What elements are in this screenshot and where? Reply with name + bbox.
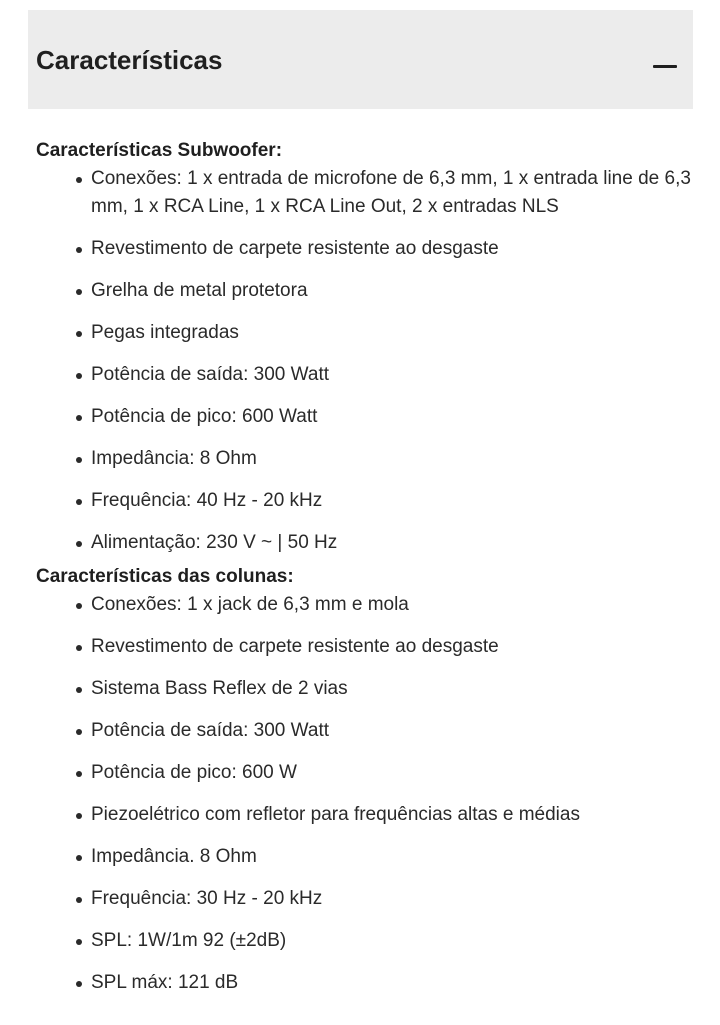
bullet-icon <box>76 373 82 379</box>
bullet-icon <box>76 541 82 547</box>
list-item: Grelha de metal protetora <box>36 277 696 305</box>
accordion-content <box>36 137 696 997</box>
bullet-icon <box>76 813 82 819</box>
accordion-header[interactable] <box>28 10 693 109</box>
list-item: Conexões: 1 x jack de 6,3 mm e mola <box>36 591 696 619</box>
accordion-title: Características <box>36 45 223 75</box>
spec-list-colunas <box>36 591 696 997</box>
list-item: Potência de pico: 600 Watt <box>36 403 696 431</box>
list-item: Alimentação: 230 V ~ | 50 Hz <box>36 529 696 557</box>
bullet-icon <box>76 289 82 295</box>
bullet-icon <box>76 603 82 609</box>
spec-list-subwoofer <box>36 165 696 557</box>
list-item: Revestimento de carpete resistente ao desgaste <box>36 633 696 661</box>
list-item: Piezoelétrico com refletor para frequências altas e médias <box>36 801 696 829</box>
list-item: Impedância. 8 Ohm <box>36 843 696 871</box>
bullet-icon <box>76 415 82 421</box>
bullet-icon <box>76 645 82 651</box>
list-item: Frequência: 40 Hz - 20 kHz <box>36 487 696 515</box>
bullet-icon <box>76 729 82 735</box>
bullet-icon <box>76 499 82 505</box>
list-item: Pegas integradas <box>36 319 696 347</box>
bullet-icon <box>76 771 82 777</box>
bullet-icon <box>76 855 82 861</box>
list-item: SPL máx: 121 dB <box>36 969 696 997</box>
list-item: Revestimento de carpete resistente ao desgaste <box>36 235 696 263</box>
list-item: Sistema Bass Reflex de 2 vias <box>36 675 696 703</box>
bullet-icon <box>76 939 82 945</box>
bullet-icon <box>76 247 82 253</box>
list-item: Conexões: 1 x entrada de microfone de 6,3 mm, 1 x entrada line de 6,3 mm, 1 x RCA Line, 1 x RCA Line Out, 2 x entradas NLS <box>36 165 696 221</box>
section-heading-subwoofer: Características Subwoofer: <box>36 140 283 161</box>
bullet-icon <box>76 897 82 903</box>
section-heading-colunas: Características das colunas: <box>36 566 294 587</box>
list-item: Frequência: 30 Hz - 20 kHz <box>36 885 696 913</box>
list-item: Potência de pico: 600 W <box>36 759 696 787</box>
bullet-icon <box>76 687 82 693</box>
list-item: Potência de saída: 300 Watt <box>36 717 696 745</box>
bullet-icon <box>76 981 82 987</box>
list-item: Impedância: 8 Ohm <box>36 445 696 473</box>
bullet-icon <box>76 331 82 337</box>
section-colunas <box>36 563 696 997</box>
bullet-icon <box>76 457 82 463</box>
list-item: SPL: 1W/1m 92 (±2dB) <box>36 927 696 955</box>
bullet-icon <box>76 177 82 183</box>
section-subwoofer <box>36 137 696 557</box>
minus-icon[interactable] <box>653 54 677 78</box>
list-item: Potência de saída: 300 Watt <box>36 361 696 389</box>
